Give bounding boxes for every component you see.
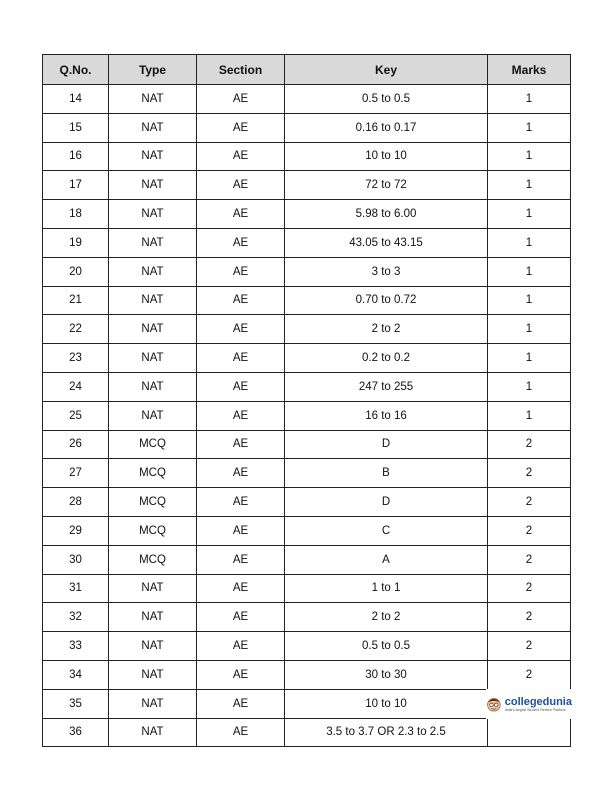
table-row	[43, 516, 571, 545]
type-cell: NAT	[109, 632, 197, 661]
qno-cell: 17	[43, 171, 109, 200]
marks-cell: 2	[488, 430, 571, 459]
type-cell: NAT	[109, 315, 197, 344]
table-row	[43, 459, 571, 488]
section-cell: AE	[197, 344, 285, 373]
section-cell: AE	[197, 228, 285, 257]
key-cell: 3 to 3	[285, 257, 488, 286]
qno-cell: 25	[43, 401, 109, 430]
key-cell: 72 to 72	[285, 171, 488, 200]
marks-cell: 2	[488, 632, 571, 661]
qno-cell: 18	[43, 200, 109, 229]
section-cell: AE	[197, 372, 285, 401]
marks-cell: 1	[488, 401, 571, 430]
type-cell: NAT	[109, 574, 197, 603]
qno-cell: 34	[43, 660, 109, 689]
qno-cell: 32	[43, 603, 109, 632]
type-cell: MCQ	[109, 430, 197, 459]
table-row	[43, 142, 571, 171]
type-cell: NAT	[109, 171, 197, 200]
header-section: Section	[197, 55, 285, 85]
type-cell: NAT	[109, 286, 197, 315]
section-cell: AE	[197, 660, 285, 689]
key-cell: 16 to 16	[285, 401, 488, 430]
type-cell: NAT	[109, 85, 197, 114]
section-cell: AE	[197, 603, 285, 632]
type-cell: NAT	[109, 372, 197, 401]
type-cell: NAT	[109, 113, 197, 142]
qno-cell: 30	[43, 545, 109, 574]
header-row	[43, 55, 571, 85]
marks-cell: 1	[488, 200, 571, 229]
section-cell: AE	[197, 632, 285, 661]
table-row	[43, 315, 571, 344]
section-cell: AE	[197, 545, 285, 574]
qno-cell: 26	[43, 430, 109, 459]
marks-cell: 2	[488, 516, 571, 545]
key-cell: D	[285, 430, 488, 459]
type-cell: MCQ	[109, 516, 197, 545]
table-row	[43, 372, 571, 401]
key-cell: 247 to 255	[285, 372, 488, 401]
key-cell: C	[285, 516, 488, 545]
marks-cell: 2	[488, 603, 571, 632]
type-cell: NAT	[109, 228, 197, 257]
section-cell: AE	[197, 257, 285, 286]
key-cell: 5.98 to 6.00	[285, 200, 488, 229]
qno-cell: 36	[43, 718, 109, 747]
table-row	[43, 228, 571, 257]
marks-cell: 2	[488, 488, 571, 517]
marks-cell: 2	[488, 660, 571, 689]
type-cell: NAT	[109, 401, 197, 430]
type-cell: NAT	[109, 603, 197, 632]
header-qno: Q.No.	[43, 55, 109, 85]
table-row	[43, 85, 571, 114]
section-cell: AE	[197, 718, 285, 747]
type-cell: MCQ	[109, 488, 197, 517]
table-row	[43, 632, 571, 661]
section-cell: AE	[197, 401, 285, 430]
qno-cell: 22	[43, 315, 109, 344]
table-row	[43, 430, 571, 459]
table-row	[43, 718, 571, 747]
qno-cell: 35	[43, 689, 109, 718]
table-row	[43, 488, 571, 517]
table-row	[43, 113, 571, 142]
section-cell: AE	[197, 85, 285, 114]
marks-cell: 1	[488, 228, 571, 257]
header-marks: Marks	[488, 55, 571, 85]
key-cell: A	[285, 545, 488, 574]
marks-cell: 1	[488, 315, 571, 344]
key-cell: 2 to 2	[285, 315, 488, 344]
key-cell: 0.5 to 0.5	[285, 632, 488, 661]
key-cell: 1 to 1	[285, 574, 488, 603]
answer-key-table	[42, 54, 571, 747]
key-cell: 10 to 10	[285, 689, 488, 718]
section-cell: AE	[197, 430, 285, 459]
table-row	[43, 171, 571, 200]
marks-cell: 1	[488, 286, 571, 315]
key-cell: B	[285, 459, 488, 488]
key-cell: 3.5 to 3.7 OR 2.3 to 2.5	[285, 718, 488, 747]
type-cell: NAT	[109, 142, 197, 171]
marks-cell: 2	[488, 459, 571, 488]
section-cell: AE	[197, 142, 285, 171]
logo-tagline: India's largest Student Review Platform	[504, 707, 566, 712]
type-cell: NAT	[109, 257, 197, 286]
qno-cell: 20	[43, 257, 109, 286]
table-row	[43, 660, 571, 689]
table-row	[43, 603, 571, 632]
qno-cell: 24	[43, 372, 109, 401]
collegedunia-logo	[486, 689, 572, 719]
type-cell: NAT	[109, 718, 197, 747]
qno-cell: 31	[43, 574, 109, 603]
marks-cell: 1	[488, 344, 571, 373]
type-cell: NAT	[109, 689, 197, 718]
marks-cell: 1	[488, 171, 571, 200]
key-cell: 0.5 to 0.5	[285, 85, 488, 114]
qno-cell: 27	[43, 459, 109, 488]
type-cell: NAT	[109, 200, 197, 229]
type-cell: NAT	[109, 660, 197, 689]
type-cell: NAT	[109, 344, 197, 373]
table-row	[43, 574, 571, 603]
table-row	[43, 401, 571, 430]
qno-cell: 28	[43, 488, 109, 517]
qno-cell: 23	[43, 344, 109, 373]
qno-cell: 29	[43, 516, 109, 545]
marks-cell: 1	[488, 85, 571, 114]
key-cell: D	[285, 488, 488, 517]
marks-cell: 2	[488, 545, 571, 574]
key-cell: 43.05 to 43.15	[285, 228, 488, 257]
header-type: Type	[109, 55, 197, 85]
marks-cell: 2	[488, 574, 571, 603]
key-cell: 2 to 2	[285, 603, 488, 632]
marks-cell: 1	[488, 372, 571, 401]
key-cell: 0.2 to 0.2	[285, 344, 488, 373]
qno-cell: 19	[43, 228, 109, 257]
qno-cell: 15	[43, 113, 109, 142]
marks-cell: 1	[488, 142, 571, 171]
key-cell: 30 to 30	[285, 660, 488, 689]
type-cell: MCQ	[109, 545, 197, 574]
table-row	[43, 545, 571, 574]
table-row	[43, 200, 571, 229]
section-cell: AE	[197, 488, 285, 517]
logo-name: collegedunia	[504, 695, 572, 708]
key-cell: 10 to 10	[285, 142, 488, 171]
section-cell: AE	[197, 689, 285, 718]
key-cell: 0.16 to 0.17	[285, 113, 488, 142]
marks-cell	[488, 718, 571, 747]
type-cell: MCQ	[109, 459, 197, 488]
section-cell: AE	[197, 315, 285, 344]
header-key: Key	[285, 55, 488, 85]
section-cell: AE	[197, 459, 285, 488]
qno-cell: 33	[43, 632, 109, 661]
table-row	[43, 344, 571, 373]
table-row	[43, 257, 571, 286]
mascot-face-icon	[486, 693, 502, 715]
marks-cell: 1	[488, 113, 571, 142]
section-cell: AE	[197, 113, 285, 142]
key-cell: 0.70 to 0.72	[285, 286, 488, 315]
section-cell: AE	[197, 286, 285, 315]
qno-cell: 14	[43, 85, 109, 114]
qno-cell: 21	[43, 286, 109, 315]
table-row	[43, 286, 571, 315]
section-cell: AE	[197, 516, 285, 545]
section-cell: AE	[197, 574, 285, 603]
marks-cell: 1	[488, 257, 571, 286]
section-cell: AE	[197, 171, 285, 200]
qno-cell: 16	[43, 142, 109, 171]
section-cell: AE	[197, 200, 285, 229]
